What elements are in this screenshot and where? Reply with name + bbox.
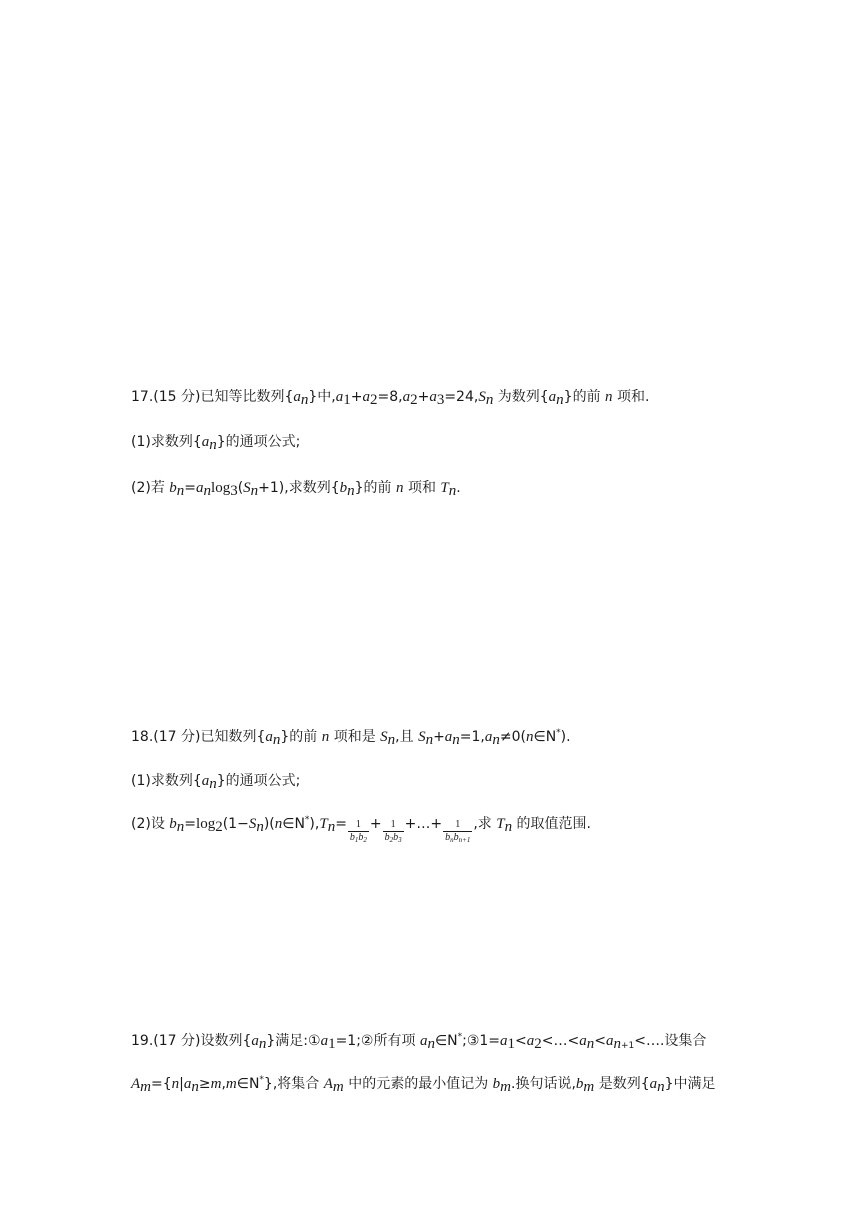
q18-number: 18.: [131, 729, 154, 745]
fraction-n: $\frac{1}{b_nb_{n+1}}$: [445, 819, 471, 844]
q18-part2-text: 设 $b_n=\log_2(1-S_n)(n\in N^*),T_n=$ $\frac{1}{b_1b_2}$ + $\frac{1}{b_2b_3}$ +…+ $\frac{1}{b_nb_{n+1}}$ ,求 $T_n$ 的取值范围.: [150, 815, 592, 844]
q18-stem-text: 已知数列$\{a_n\}$的前 n 项和是 $S_n$,且 $S_n+a_n=1,a_n\ne 0(n\in N^*)$.: [200, 728, 571, 748]
q18-part1: [131, 771, 300, 791]
q17-part1-label: (1): [131, 434, 151, 450]
q17-stem: [131, 387, 649, 407]
q18-part2-label: (2): [131, 816, 151, 832]
q19-line1: [131, 1031, 706, 1051]
fraction-2: $\frac{1}{b_2b_3}$: [384, 819, 402, 844]
q17-number: 17.: [131, 389, 154, 405]
q17-part2-label: (2): [131, 480, 151, 496]
q17-part1-text: 求数列$\{a_n\}$的通项公式;: [150, 434, 301, 453]
q17-part2: [131, 478, 461, 498]
q19-points: (17 分): [153, 1033, 201, 1049]
q17-points: (15 分): [153, 389, 201, 405]
q19-line1-text: 设数列$\{a_n\}$满足$:①a_1=1;②$所有项 $a_n\in N^*;③1=a_1<a_2<\dots<a_n<a_{n+1}<\dots$.设集合: [200, 1032, 707, 1052]
q18-points: (17 分): [153, 729, 201, 745]
q17-part1: [131, 432, 300, 452]
q18-stem: [131, 727, 571, 747]
fraction-1: $\frac{1}{b_1b_2}$: [349, 819, 367, 844]
q18-part1-label: (1): [131, 773, 151, 789]
q18-part1-text: 求数列$\{a_n\}$的通项公式;: [150, 773, 301, 792]
q19-line2-text: $A_m=\{n|a_n\ge m,m\in N^*\}$,将集合 $A_m$ 中的元素的最小值记为 $b_m$.换句话说$,b_m$ 是数列$\{a_n\}$中满足: [131, 1075, 716, 1095]
q19-number: 19.: [131, 1033, 154, 1049]
q17-stem-text: 已知等比数列$\{a_n\}$中$,a_1+a_2=8,a_2+a_3=24,S_n$ 为数列$\{a_n\}$的前 n 项和.: [200, 389, 650, 408]
q17-part2-text: 若 $b_n=a_n\log_3(S_n+1)$,求数列$\{b_n\}$的前 n 项和 $T_n$.: [150, 480, 461, 499]
q19-line2: [131, 1074, 716, 1094]
q18-part2: [131, 814, 591, 844]
